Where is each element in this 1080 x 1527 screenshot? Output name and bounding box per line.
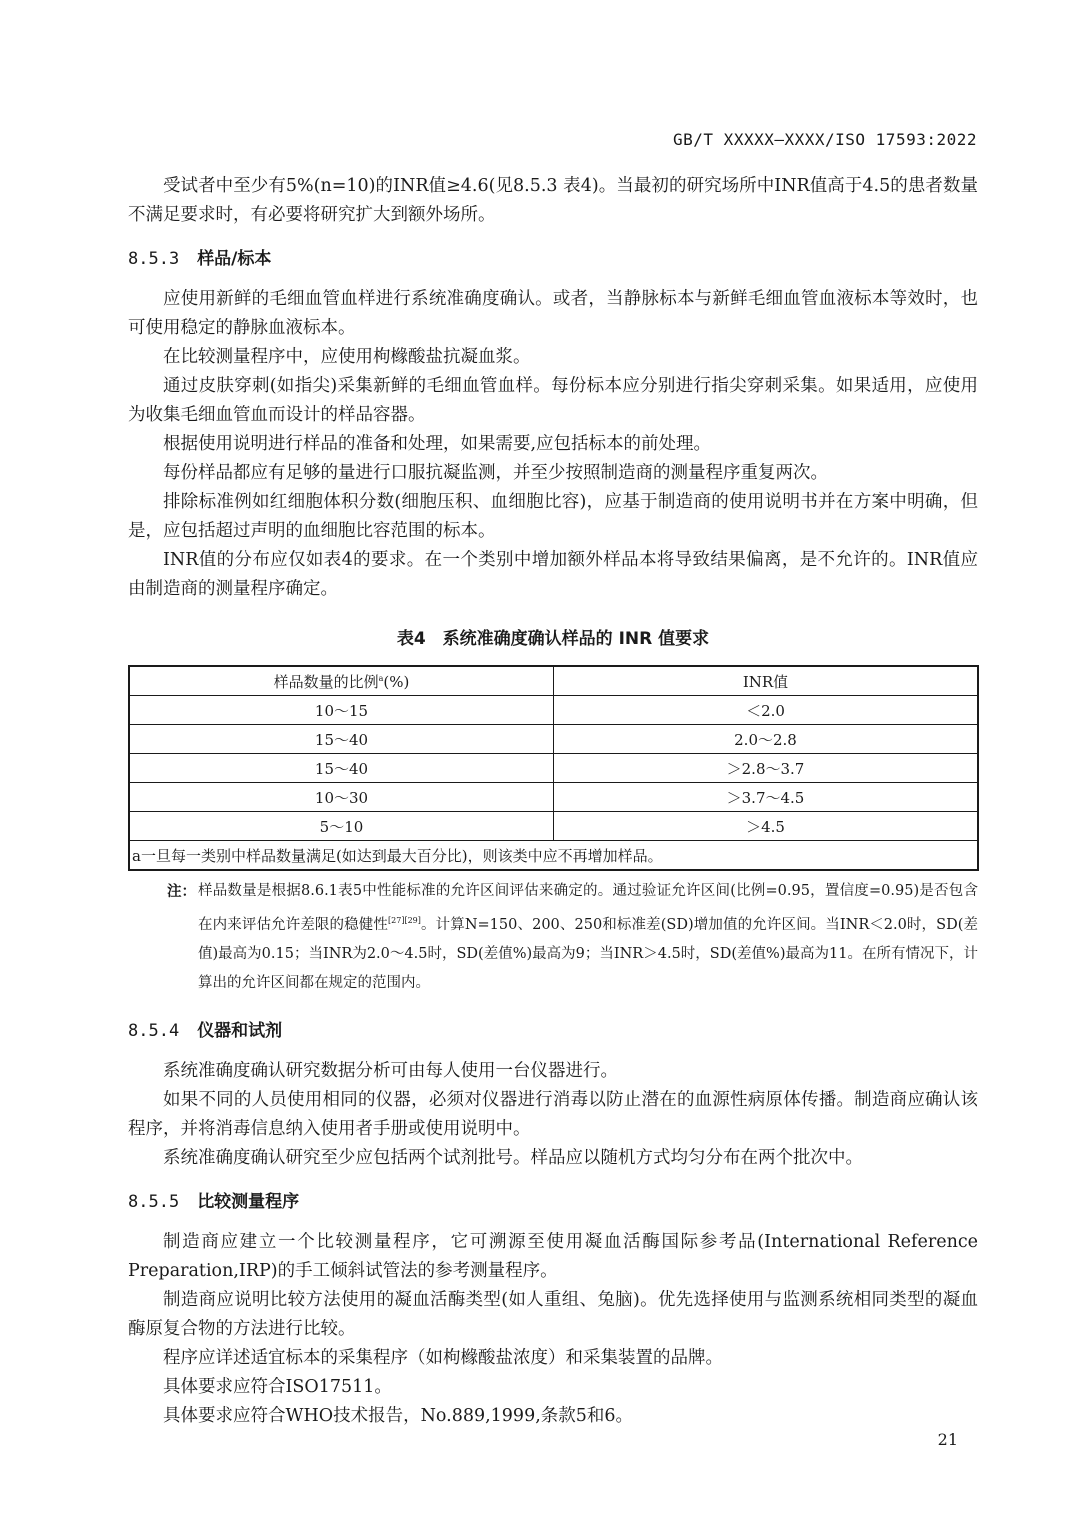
table-header-row [129, 666, 978, 696]
inr-requirements-table [128, 665, 979, 871]
note-text: 样品数量是根据8.6.1表5中性能标准的允许区间评估来确定的。通过验证允许区间(比例=0.95，置信度=0.95)是否包含在内来评估允许差限的稳健性[27][29]。计算N=150、200、250和标准差(SD)增加值的允许区间。当INR＜2.0时，SD(差值)最高为0.15；当INR为2.0～4.5时，SD(差值%)最高为9；当INR＞4.5时，SD(差值%)最高为11。在所有情况下，计算出的允许区间都在规定的范围内。 [198, 883, 978, 991]
section-title: 仪器和试剂 [197, 1020, 283, 1041]
paragraph: 系统准确度确认研究至少应包括两个试剂批号。样品应以随机方式均匀分布在两个批次中。 [163, 1147, 863, 1168]
paragraph: 程序应详述适宜标本的采集程序（如枸橼酸盐浓度）和采集装置的品牌。 [163, 1347, 723, 1368]
header-cell-inr: INR值 [554, 666, 979, 696]
inr-cell: ＜2.0 [554, 696, 979, 725]
section-title: 比较测量程序 [197, 1191, 300, 1212]
section-number: 8.5.4 [128, 1020, 180, 1041]
paragraph: 如果不同的人员使用相同的仪器，必须对仪器进行消毒以防止潜在的血源性病原体传播。制造商应确认该程序，并将消毒信息纳入使用者手册或使用说明中。 [128, 1089, 978, 1139]
inr-cell: 2.0～2.8 [554, 725, 979, 754]
paragraph: 具体要求应符合ISO17511。 [163, 1376, 392, 1397]
table-row [129, 783, 978, 812]
table-caption: 表4 系统准确度确认样品的 INR 值要求 [396, 629, 710, 649]
ratio-cell: 10～30 [129, 783, 554, 812]
paragraph: INR值的分布应仅如表4的要求。在一个类别中增加额外样品本将导致结果偏离，是不允许的。INR值应由制造商的测量程序确定。 [128, 550, 978, 599]
paragraph: 具体要求应符合WHO技术报告，No.889,1999,条款5和6。 [163, 1405, 634, 1426]
paragraph: 排除标准例如红细胞体积分数(细胞压积、血细胞比容)，应基于制造商的使用说明书并在方案中明确，但是，应包括超过声明的血细胞比容范围的标本。 [128, 492, 978, 541]
table-note [128, 877, 978, 998]
section-number: 8.5.3 [128, 249, 180, 269]
paragraph: 制造商应建立一个比较测量程序，它可溯源至使用凝血活酶国际参考品(International Reference Preparation,IRP)的手工倾斜试管法的参考测量程序。 [128, 1231, 978, 1281]
standard-number: GB/T XXXXX—XXXX/ISO 17593:2022 [673, 130, 977, 149]
paragraph: 每份样品都应有足够的量进行口服抗凝监测，并至少按照制造商的测量程序重复两次。 [163, 463, 828, 483]
paragraph: 系统准确度确认研究数据分析可由每人使用一台仪器进行。 [163, 1060, 618, 1081]
inr-cell: ＞2.8～3.7 [554, 754, 979, 783]
page-number: 21 [937, 1430, 958, 1449]
paragraph: 制造商应说明比较方法使用的凝血活酶类型(如人重组、兔脑)。优先选择使用与监测系统相同类型的凝血酶原复合物的方法进行比较。 [128, 1289, 978, 1339]
section-number: 8.5.5 [128, 1191, 180, 1212]
table-row [129, 696, 978, 725]
ratio-cell: 15～40 [129, 754, 554, 783]
table-row [129, 754, 978, 783]
ratio-cell: 5～10 [129, 812, 554, 841]
inr-cell: ＞3.7～4.5 [554, 783, 979, 812]
section-heading-8-5-3 [128, 244, 978, 269]
header-cell-ratio: 样品数量的比例$^a$(%) [129, 666, 554, 696]
section-heading-8-5-5 [128, 1187, 978, 1212]
table-footnote-row [129, 841, 978, 871]
ratio-cell: 10～15 [129, 696, 554, 725]
table-row [129, 812, 978, 841]
inr-cell: ＞4.5 [554, 812, 979, 841]
page-body [128, 172, 978, 1431]
section-title: 样品/标本 [197, 249, 272, 269]
paragraph: 在比较测量程序中，应使用枸橼酸盐抗凝血浆。 [163, 347, 531, 367]
intro-paragraph: 受试者中至少有5%(n=10)的INR值≥4.6(见8.5.3 表4)。当最初的研究场所中INR值高于4.5的患者数量不满足要求时，有必要将研究扩大到额外场所。 [128, 176, 978, 225]
note-label: 注： [167, 883, 196, 900]
section-heading-8-5-4 [128, 1016, 978, 1041]
table-footnote: a一旦每一类别中样品数量满足(如达到最大百分比)，则该类中应不再增加样品。 [129, 841, 978, 871]
table-row [129, 725, 978, 754]
paragraph: 应使用新鲜的毛细血管血样进行系统准确度确认。或者，当静脉标本与新鲜毛细血管血液标本等效时，也可使用稳定的静脉血液标本。 [128, 289, 978, 338]
paragraph: 通过皮肤穿刺(如指尖)采集新鲜的毛细血管血样。每份标本应分别进行指尖穿刺采集。如果适用，应使用为收集毛细血管血而设计的样品容器。 [128, 376, 978, 425]
ratio-cell: 15～40 [129, 725, 554, 754]
paragraph: 根据使用说明进行样品的准备和处理，如果需要,应包括标本的前处理。 [163, 434, 712, 454]
